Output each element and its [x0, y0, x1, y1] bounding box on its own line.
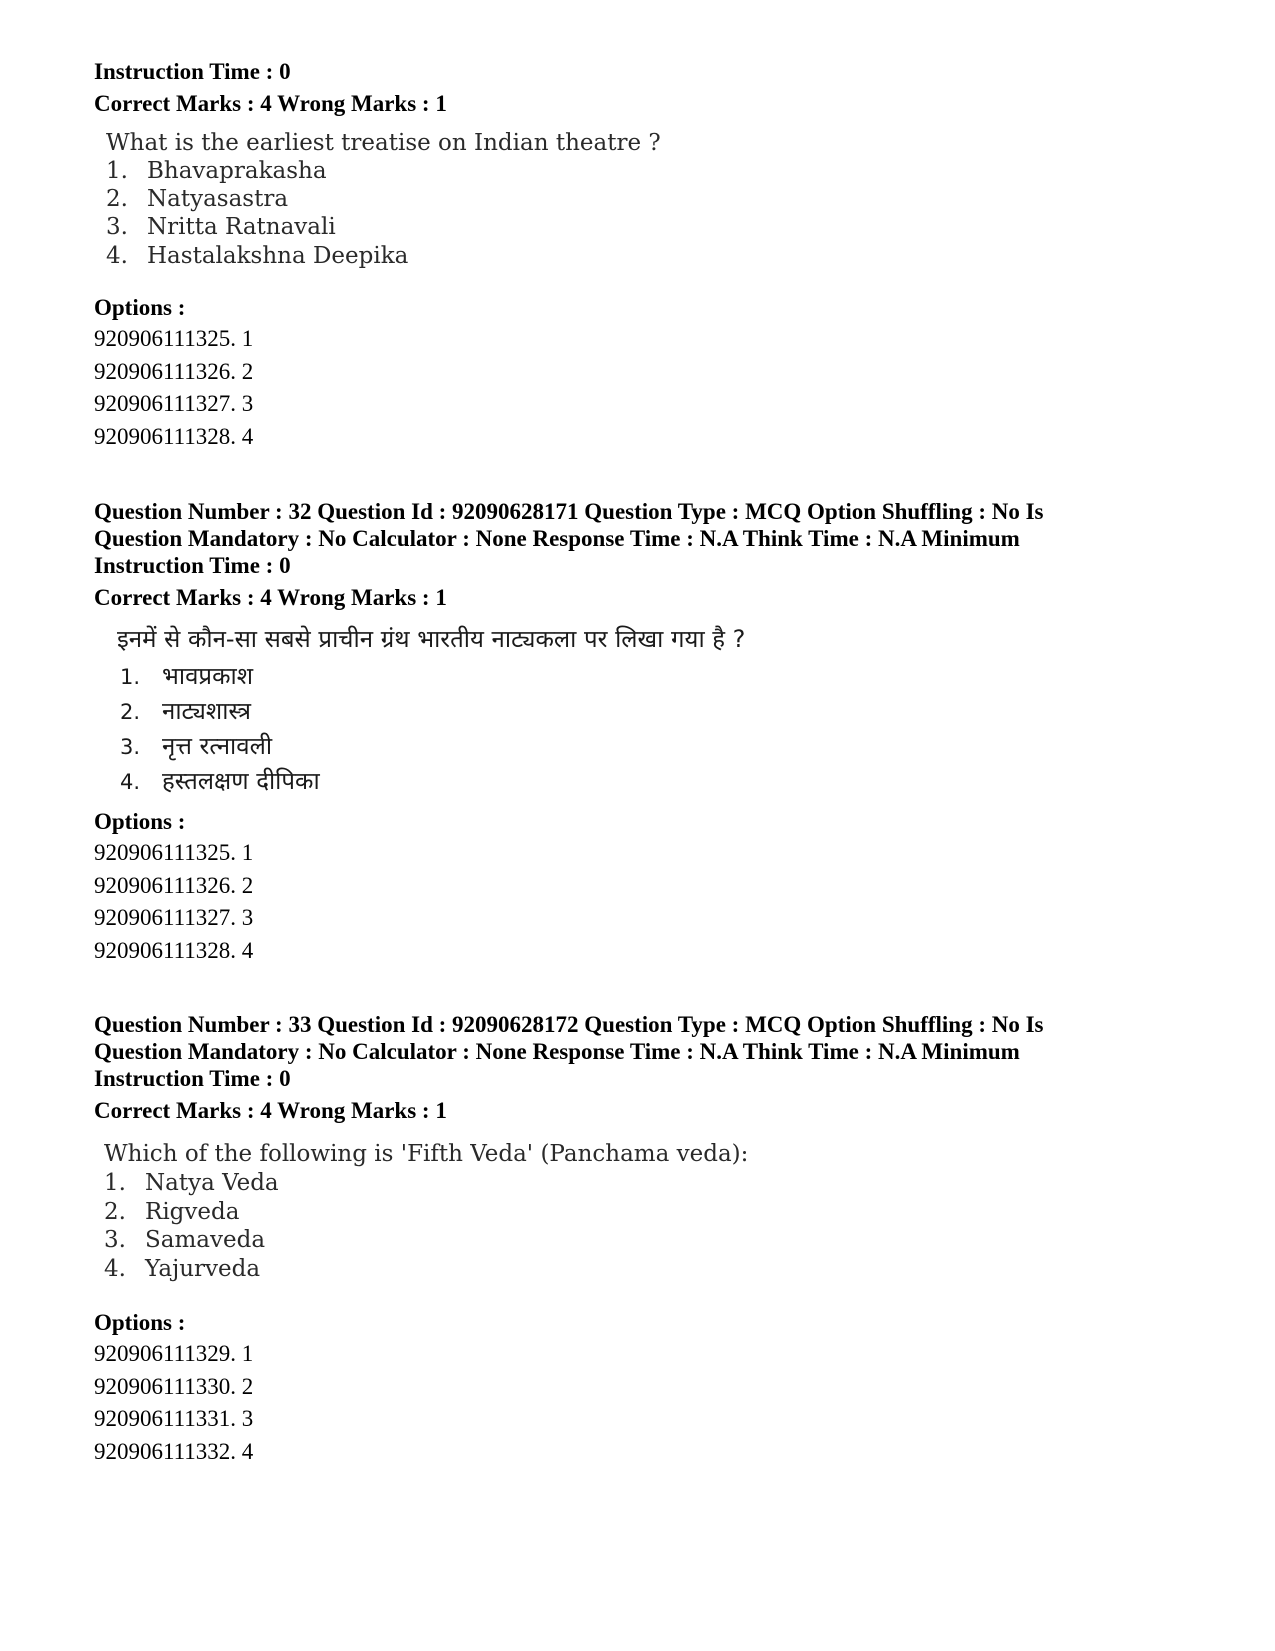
- question-text: इनमें से कौन-सा सबसे प्राचीन ग्रंथ भारतीय नाट्यकला पर लिखा गया है ?: [117, 625, 746, 653]
- instruction-time: Instruction Time : 0: [94, 553, 291, 578]
- choice-item: 3. Nritta Ratnavali: [106, 214, 336, 240]
- option-id: 920906111325. 1: [94, 326, 254, 351]
- choice-item: 4. हस्तलक्षण दीपिका: [120, 767, 320, 795]
- option-id: 920906111331. 3: [94, 1406, 254, 1431]
- option-id: 920906111329. 1: [94, 1341, 254, 1366]
- marks-line: Correct Marks : 4 Wrong Marks : 1: [94, 585, 447, 610]
- option-id: 920906111330. 2: [94, 1374, 254, 1399]
- question-header: Question Mandatory : No Calculator : None Response Time : N.A Think Time : N.A Minimum: [94, 1039, 1020, 1064]
- option-id: 920906111326. 2: [94, 359, 254, 384]
- question-text: What is the earliest treatise on Indian theatre ?: [106, 130, 661, 156]
- question-header: Question Number : 32 Question Id : 92090628171 Question Type : MCQ Option Shuffling : No Is: [94, 499, 1044, 524]
- option-id: 920906111328. 4: [94, 424, 254, 449]
- option-id: 920906111326. 2: [94, 873, 254, 898]
- marks-line: Correct Marks : 4 Wrong Marks : 1: [94, 1098, 447, 1123]
- instruction-time: Instruction Time : 0: [94, 59, 291, 84]
- question-text: Which of the following is 'Fifth Veda' (Panchama veda):: [104, 1141, 749, 1167]
- choice-item: 1. भावप्रकाश: [120, 662, 254, 690]
- options-label: Options :: [94, 1310, 186, 1335]
- option-id: 920906111332. 4: [94, 1439, 254, 1464]
- choice-item: 4. Yajurveda: [104, 1256, 261, 1282]
- choice-item: 3. Samaveda: [104, 1227, 266, 1253]
- choice-item: 4. Hastalakshna Deepika: [106, 243, 409, 269]
- choice-item: 2. नाट्यशास्त्र: [120, 697, 252, 725]
- options-label: Options :: [94, 295, 186, 320]
- option-id: 920906111327. 3: [94, 905, 254, 930]
- choice-item: 3. नृत्त रत्नावली: [120, 732, 273, 760]
- marks-line: Correct Marks : 4 Wrong Marks : 1: [94, 91, 447, 116]
- instruction-time: Instruction Time : 0: [94, 1066, 291, 1091]
- choice-item: 1. Natya Veda: [104, 1170, 279, 1196]
- option-id: 920906111325. 1: [94, 840, 254, 865]
- question-header: Question Number : 33 Question Id : 92090628172 Question Type : MCQ Option Shuffling : No Is: [94, 1012, 1044, 1037]
- choice-item: 1. Bhavaprakasha: [106, 158, 327, 184]
- options-label: Options :: [94, 809, 186, 834]
- choice-item: 2. Natyasastra: [106, 186, 289, 212]
- question-header: Question Mandatory : No Calculator : None Response Time : N.A Think Time : N.A Minimum: [94, 526, 1020, 551]
- choice-item: 2. Rigveda: [104, 1199, 240, 1225]
- option-id: 920906111328. 4: [94, 938, 254, 963]
- option-id: 920906111327. 3: [94, 391, 254, 416]
